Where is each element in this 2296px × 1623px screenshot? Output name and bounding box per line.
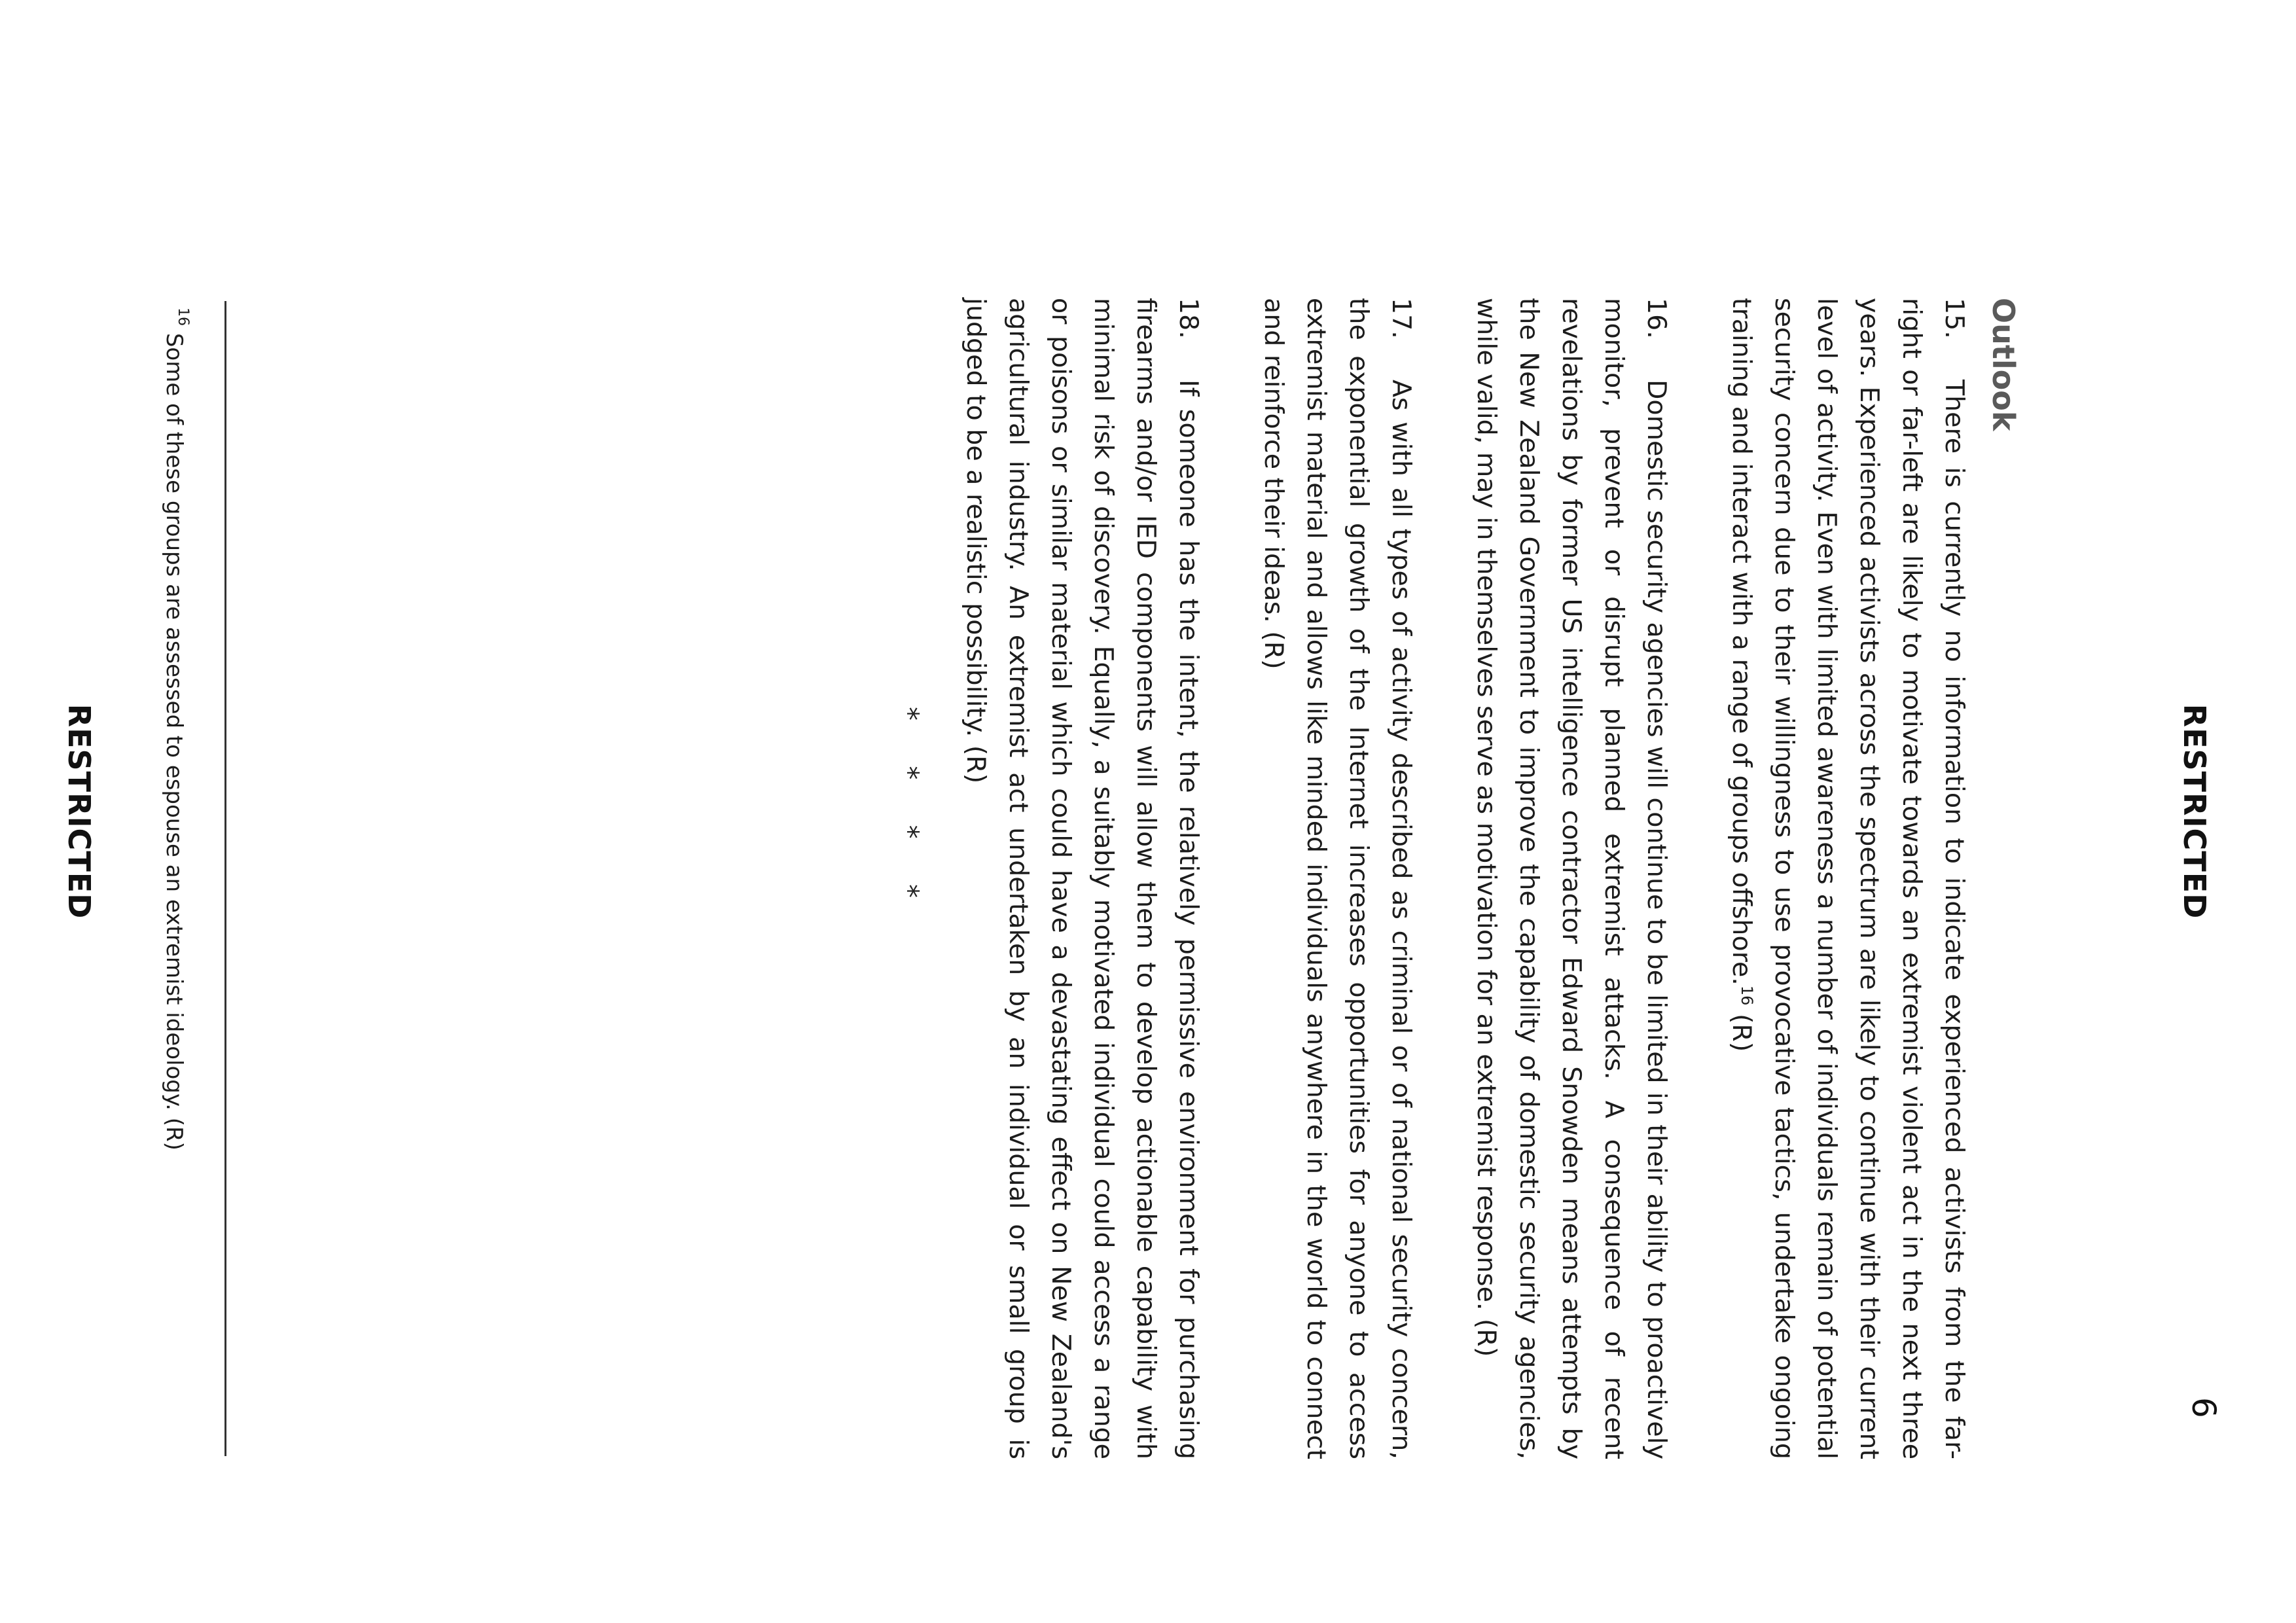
paragraph-text: There is currently no information to indicate experienced activists from the far-right or far-left are likely to motivate towards an extremist violent act in the next three years. Experienced activists across the spectrum are likely to continue with their current level of activity. Even with limited awareness a number of individuals remain of potential security concern due to their willingness to use provocative tactics, undertake ongoing training and interact with a range of groups offshore. — [1727, 298, 1969, 1459]
footnote — [161, 308, 191, 1150]
footnote-marker: 16 — [175, 308, 191, 326]
footnote-reference: 16 — [1738, 985, 1756, 1006]
paragraph-number: 18. — [1174, 298, 1204, 339]
footnote-text: Some of these groups are assessed to espouse an extremist ideology. (R) — [161, 332, 187, 1150]
paragraph-text: Domestic security agencies will continue to be limited in their ability to proactively monitor, prevent or disrupt planned extremist attacks. A consequence of recent revelations by former US intelligence contractor Edward Snowden means attempts by the New Zealand Government to improve the capability of domestic security agencies, while valid, may in themselves serve as motivation for an extremist response. (R) — [1471, 298, 1672, 1459]
paragraph-text: If someone has the intent, the relatively permissive environment for purchasing firearms and/or IED components will allow them to develop actionable capability with minimal risk of discovery. Equally, a suitably motivated individual could access a range or poisons or similar material which could have a devastating effect on New Zealand's agricultural industry. An extremist act undertaken by an individual or small group is judged to be a realistic possibility. (R) — [961, 298, 1204, 1459]
section-heading: Outlook — [1986, 298, 2021, 431]
paragraph-number: 15. — [1939, 298, 1969, 339]
footnote-divider — [224, 301, 226, 1456]
paragraph-number: 16. — [1641, 298, 1672, 339]
classification-header: RESTRICTED — [2177, 704, 2212, 919]
paragraph-16 — [1465, 298, 1677, 1459]
section-separator: * * * * — [893, 706, 925, 917]
paragraph-18 — [954, 298, 1210, 1459]
paragraph-text: As with all types of activity described as criminal or of national security concern, the exponential growth of the Internet increases opportunities for anyone to access extremist material and allows like minded individuals anywhere in the world to connect and reinforce their ideas. (R) — [1259, 298, 1416, 1459]
classification-footer: RESTRICTED — [62, 704, 97, 919]
paragraph-17 — [1252, 298, 1422, 1459]
page-number: 6 — [2185, 1397, 2223, 1418]
paragraph-number: 17. — [1386, 298, 1416, 339]
paragraph-suffix: (R) — [1727, 1005, 1757, 1052]
paragraph-15 — [1720, 298, 1975, 1459]
